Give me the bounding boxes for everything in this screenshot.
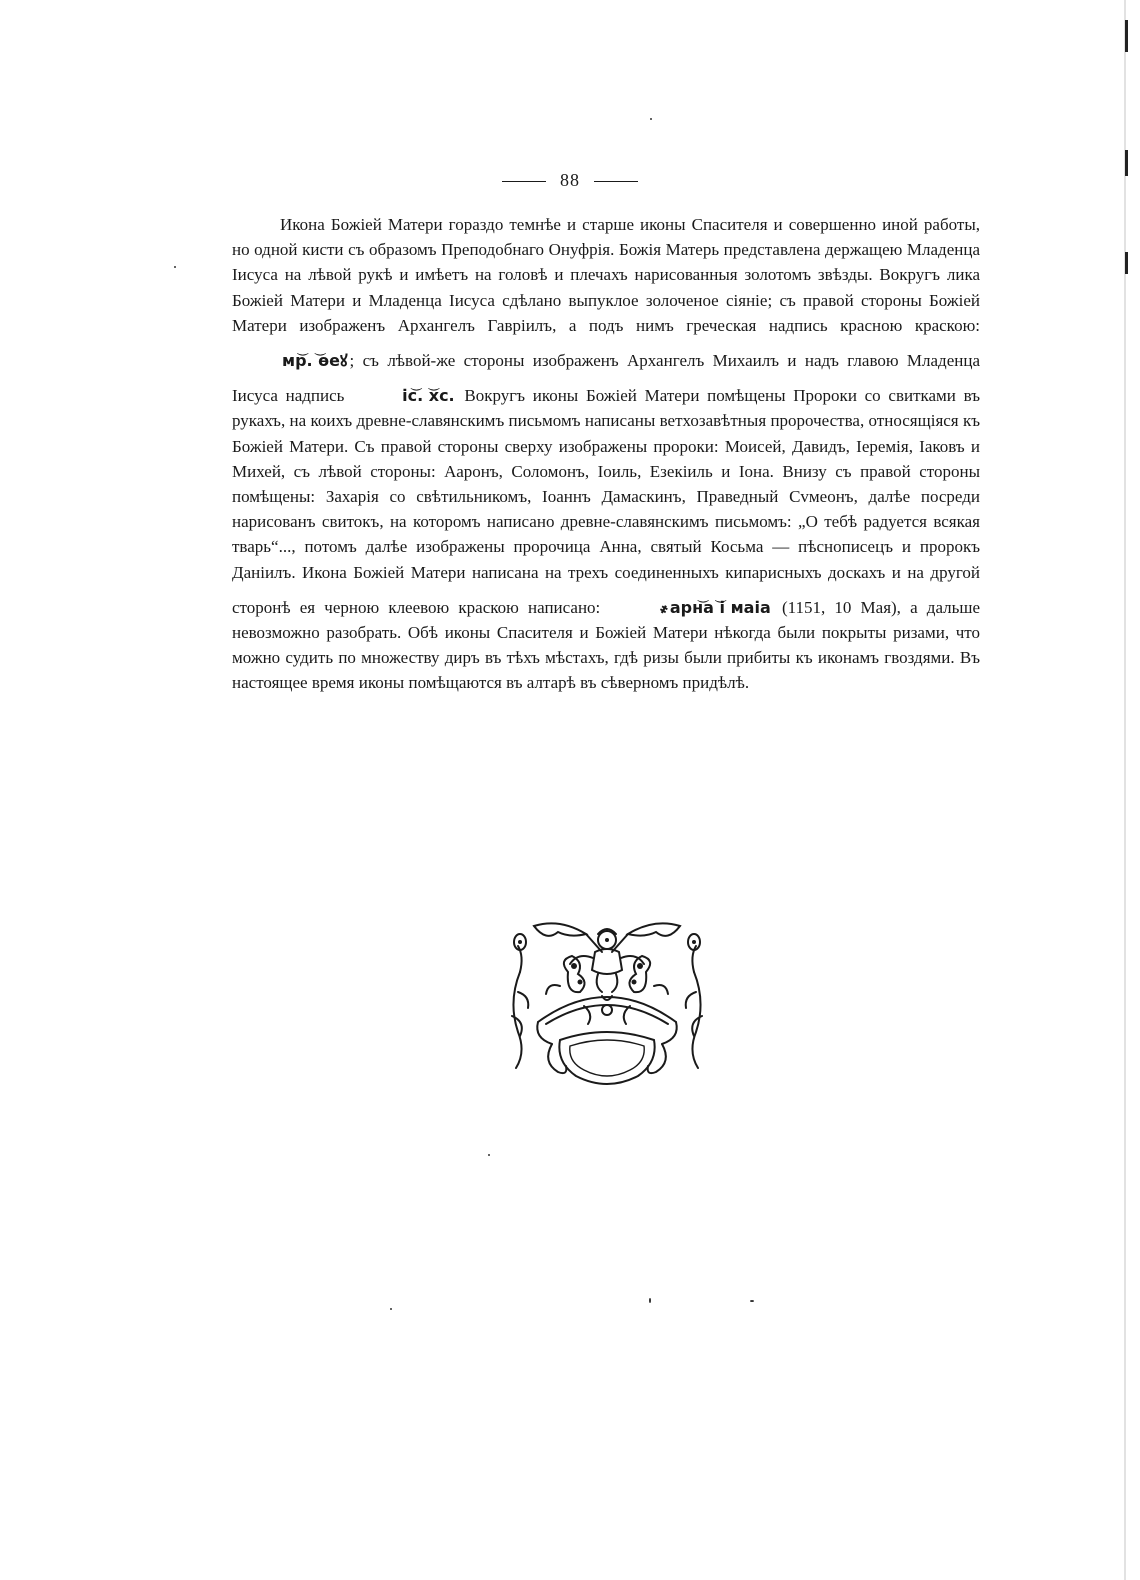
titlo-mark: ⏝⏝ — [297, 341, 333, 356]
cherub-cartouche-vignette-icon — [498, 912, 716, 1097]
scan-speck — [390, 1308, 392, 1310]
inscription-text: мр. ѳеꙋ — [282, 351, 348, 371]
inscription-text: іс. хс. — [402, 386, 455, 406]
text-part-4: (1151, 10 Мая), а дальше невозможно разобрать. Обѣ иконы Спасителя и Божіей Матери нѣкогда были покрыты ризами, что можно судить по множеству диръ въ тѣхъ мѣстахъ, гдѣ ризы были прибиты къ иконамъ гвоздями. Въ настоящее время иконы помѣщаются въ алтарѣ въ сѣверномъ придѣлѣ. — [232, 597, 981, 693]
text-part-2: ; съ лѣвой-же стороны изображенъ Архангелъ Михаилъ и надъ главою Младенца Іисуса надпись — [232, 351, 980, 406]
dash-left — [502, 181, 546, 182]
inscription-text: ҂арна і маіа — [659, 597, 771, 617]
dash-right — [594, 181, 638, 182]
greek-inscription-jesus-christ — [352, 376, 457, 408]
page-number — [0, 170, 1140, 191]
paragraph — [232, 212, 980, 696]
vignette-drawing — [498, 912, 716, 1097]
page-edge — [1124, 0, 1126, 1580]
page-number-text: 88 — [560, 170, 580, 190]
scan-speck — [649, 1298, 651, 1303]
scan-speck — [174, 266, 176, 268]
scan-speck — [488, 1154, 490, 1156]
slavonic-date-inscription — [609, 587, 772, 620]
scan-edge-mark — [1125, 252, 1128, 274]
titlo-mark: ⏝⏝ — [410, 376, 446, 391]
text-part-3: Вокругъ иконы Божіей Матери помѣщены Пророки со свитками въ рукахъ, на коихъ древне-славянскимъ письмомъ написаны ветхозавѣтныя пророчества, относящіяся къ Божіей Матери. Съ правой стороны сверху изображены пророки: Моисей, Давидъ, Іеремія, Іаковъ и Михей, съ лѣвой стороны: Ааронъ, Соломонъ, Іоиль, Езекіиль и Іона. Внизу съ правой стороны помѣщены: Захарія со свѣтильникомъ, Іоаннъ Дамаскинъ, Праведный Сvмеонъ, далѣе посреди нарисованъ свитокъ, на которомъ написано древне-славянскимъ письмомъ: „О тебѣ радуется всякая тварь“..., потомъ далѣе изображены пророчица Анна, святый Косьма — пѣснописецъ и пророкъ Даніилъ. Икона Божіей Матери написана на трехъ соединенныхъ кипарисныхъ доскахъ и на другой сторонѣ ея черною клеевою краскою написано: — [232, 386, 981, 617]
scan-edge-mark — [1125, 20, 1128, 52]
greek-inscription-mother-of-god — [232, 341, 350, 373]
body-text — [232, 212, 980, 696]
titlo-mark: ⏝⏝ — [697, 587, 733, 602]
scan-speck — [750, 1300, 754, 1302]
text-part-1: Икона Божіей Матери гораздо темнѣе и старше иконы Спасителя и совершенно иной работы, но одной кисти съ образомъ Преподобнаго Онуфрія. Божія Матерь представлена держащею Младенца Іисуса на лѣвой рукѣ и имѣетъ на головѣ и плечахъ нарисованныя золотомъ звѣзды. Вокругъ лика Божіей Матери и Младенца Іисуса сдѣлано выпуклое золоченое сіяніе; съ правой стороны Божіей Матери изображенъ Архангелъ Гавріилъ, а подъ нимъ греческая надпись красною краскою: — [232, 215, 980, 335]
scan-speck — [650, 118, 652, 120]
